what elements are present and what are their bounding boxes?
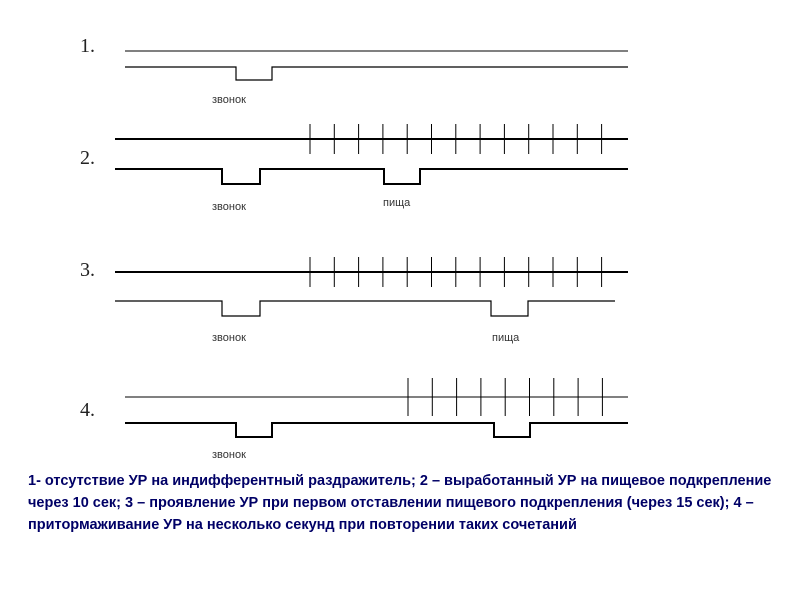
row-number-2: 2. [80, 147, 95, 169]
event-label-bell-4: звонок [212, 449, 246, 461]
event-label-bell-1: звонок [212, 94, 246, 106]
event-label-bell-2: звонок [212, 201, 246, 213]
event-label-food-2: пища [383, 197, 411, 209]
figure-caption: 1- отсутствие УР на индифферентный раздражитель; 2 – выработанный УР на пищевое подкрепление через 10 сек; 3 – проявление УР при первом отставлении пищевого подкрепления (через 15 сек); 4 – притормаживание УР на несколько секунд при повторении таких сочетаний [28, 473, 772, 533]
row-1 [80, 35, 628, 106]
stimulus-line-4 [125, 423, 628, 437]
stimulus-line-3 [115, 301, 615, 316]
row-number-4: 4. [80, 399, 95, 421]
row-3 [80, 257, 628, 344]
stimulus-line-2 [115, 169, 628, 184]
row-number-3: 3. [80, 259, 95, 281]
row-number-1: 1. [80, 35, 95, 57]
row-2 [80, 124, 628, 213]
event-label-bell-3: звонок [212, 332, 246, 344]
row-4 [80, 378, 628, 461]
event-label-food-3: пища [492, 332, 520, 344]
stimulus-line-1 [125, 67, 628, 80]
